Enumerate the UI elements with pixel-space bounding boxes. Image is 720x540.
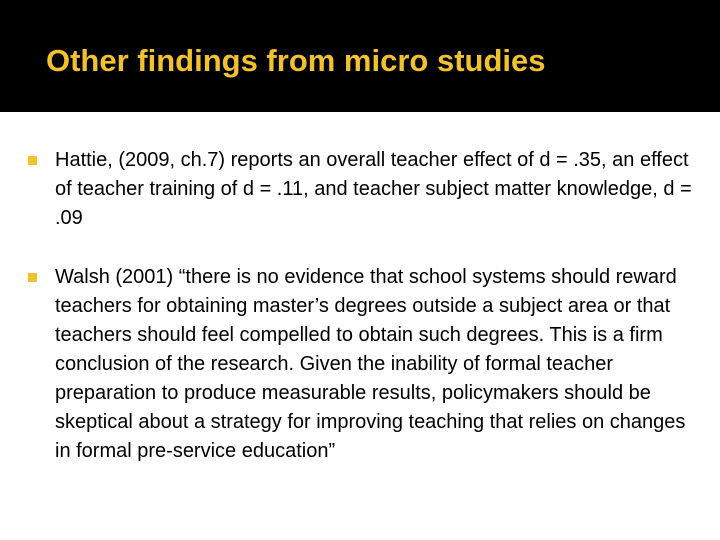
- square-bullet-icon: [28, 273, 37, 282]
- square-bullet-icon: [28, 156, 37, 165]
- bullet-item-hattie: [28, 146, 692, 233]
- slide-title: Other findings from micro studies: [46, 43, 546, 78]
- bullet-item-walsh: [28, 263, 692, 466]
- bullet-text: Walsh (2001) “there is no evidence that school systems should reward teachers for obtaining master’s degrees outside a subject area or that teachers should feel compelled to obtain such degrees. This is a firm conclusion of the research. Given the inability of formal teacher preparation to produce measurable results, policymakers should be skeptical about a strategy for improving teaching that relies on changes in formal pre-service education”: [55, 266, 686, 462]
- bullet-text: Hattie, (2009, ch.7) reports an overall teacher effect of d = .35, an effect of teacher training of d = .11, and teacher subject matter knowledge, d = .09: [55, 149, 692, 229]
- title-bar: [0, 0, 720, 112]
- bullet-list: [28, 146, 692, 466]
